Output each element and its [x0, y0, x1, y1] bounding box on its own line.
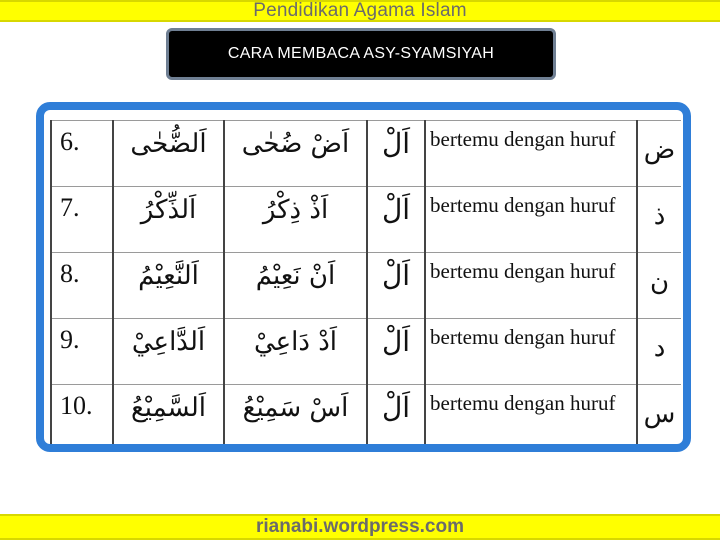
arabic-word: اَلدَّاعِيْ — [113, 319, 224, 385]
table-row — [51, 319, 681, 385]
syamsiyah-letter: س — [637, 385, 681, 451]
rule-description: bertemu dengan huruf — [425, 187, 637, 253]
syamsiyah-letter: ن — [637, 253, 681, 319]
table-row — [51, 187, 681, 253]
alif-lam: اَلْ — [367, 253, 425, 319]
alif-lam: اَلْ — [367, 319, 425, 385]
row-number: 9. — [51, 319, 113, 385]
arabic-spelled: اَذْ ذِكْرُ — [224, 187, 367, 253]
table-row — [51, 121, 681, 187]
header-bar — [0, 0, 720, 22]
rule-description: bertemu dengan huruf — [425, 253, 637, 319]
arabic-word: اَلسَّمِيْعُ — [113, 385, 224, 451]
syamsiyah-table — [50, 120, 681, 451]
footer-link[interactable]: rianabi.wordpress.com — [255, 516, 464, 537]
arabic-word: اَلذِّكْرُ — [113, 187, 224, 253]
syamsiyah-letter: ذ — [637, 187, 681, 253]
header-title: Pendidikan Agama Islam — [253, 0, 467, 21]
table-row — [51, 385, 681, 451]
arabic-word: اَلضُّحٰى — [113, 121, 224, 187]
arabic-word: اَلنَّعِيْمُ — [113, 253, 224, 319]
row-number: 7. — [51, 187, 113, 253]
table-frame — [36, 102, 691, 452]
alif-lam: اَلْ — [367, 187, 425, 253]
alif-lam: اَلْ — [367, 385, 425, 451]
slide-title-box — [166, 28, 556, 80]
syamsiyah-letter: د — [637, 319, 681, 385]
row-number: 6. — [51, 121, 113, 187]
footer-bar — [0, 514, 720, 540]
arabic-spelled: اَضْ ضُحٰى — [224, 121, 367, 187]
rule-description: bertemu dengan huruf — [425, 319, 637, 385]
rule-description: bertemu dengan huruf — [425, 121, 637, 187]
syamsiyah-letter: ض — [637, 121, 681, 187]
arabic-spelled: اَنْ نَعِيْمُ — [224, 253, 367, 319]
arabic-spelled: اَدْ دَاعِيْ — [224, 319, 367, 385]
row-number: 10. — [51, 385, 113, 451]
arabic-spelled: اَسْ سَمِيْعُ — [224, 385, 367, 451]
row-number: 8. — [51, 253, 113, 319]
slide-title: CARA MEMBACA ASY-SYAMSIYAH — [227, 45, 495, 62]
rule-description: bertemu dengan huruf — [425, 385, 637, 451]
table-row — [51, 253, 681, 319]
alif-lam: اَلْ — [367, 121, 425, 187]
